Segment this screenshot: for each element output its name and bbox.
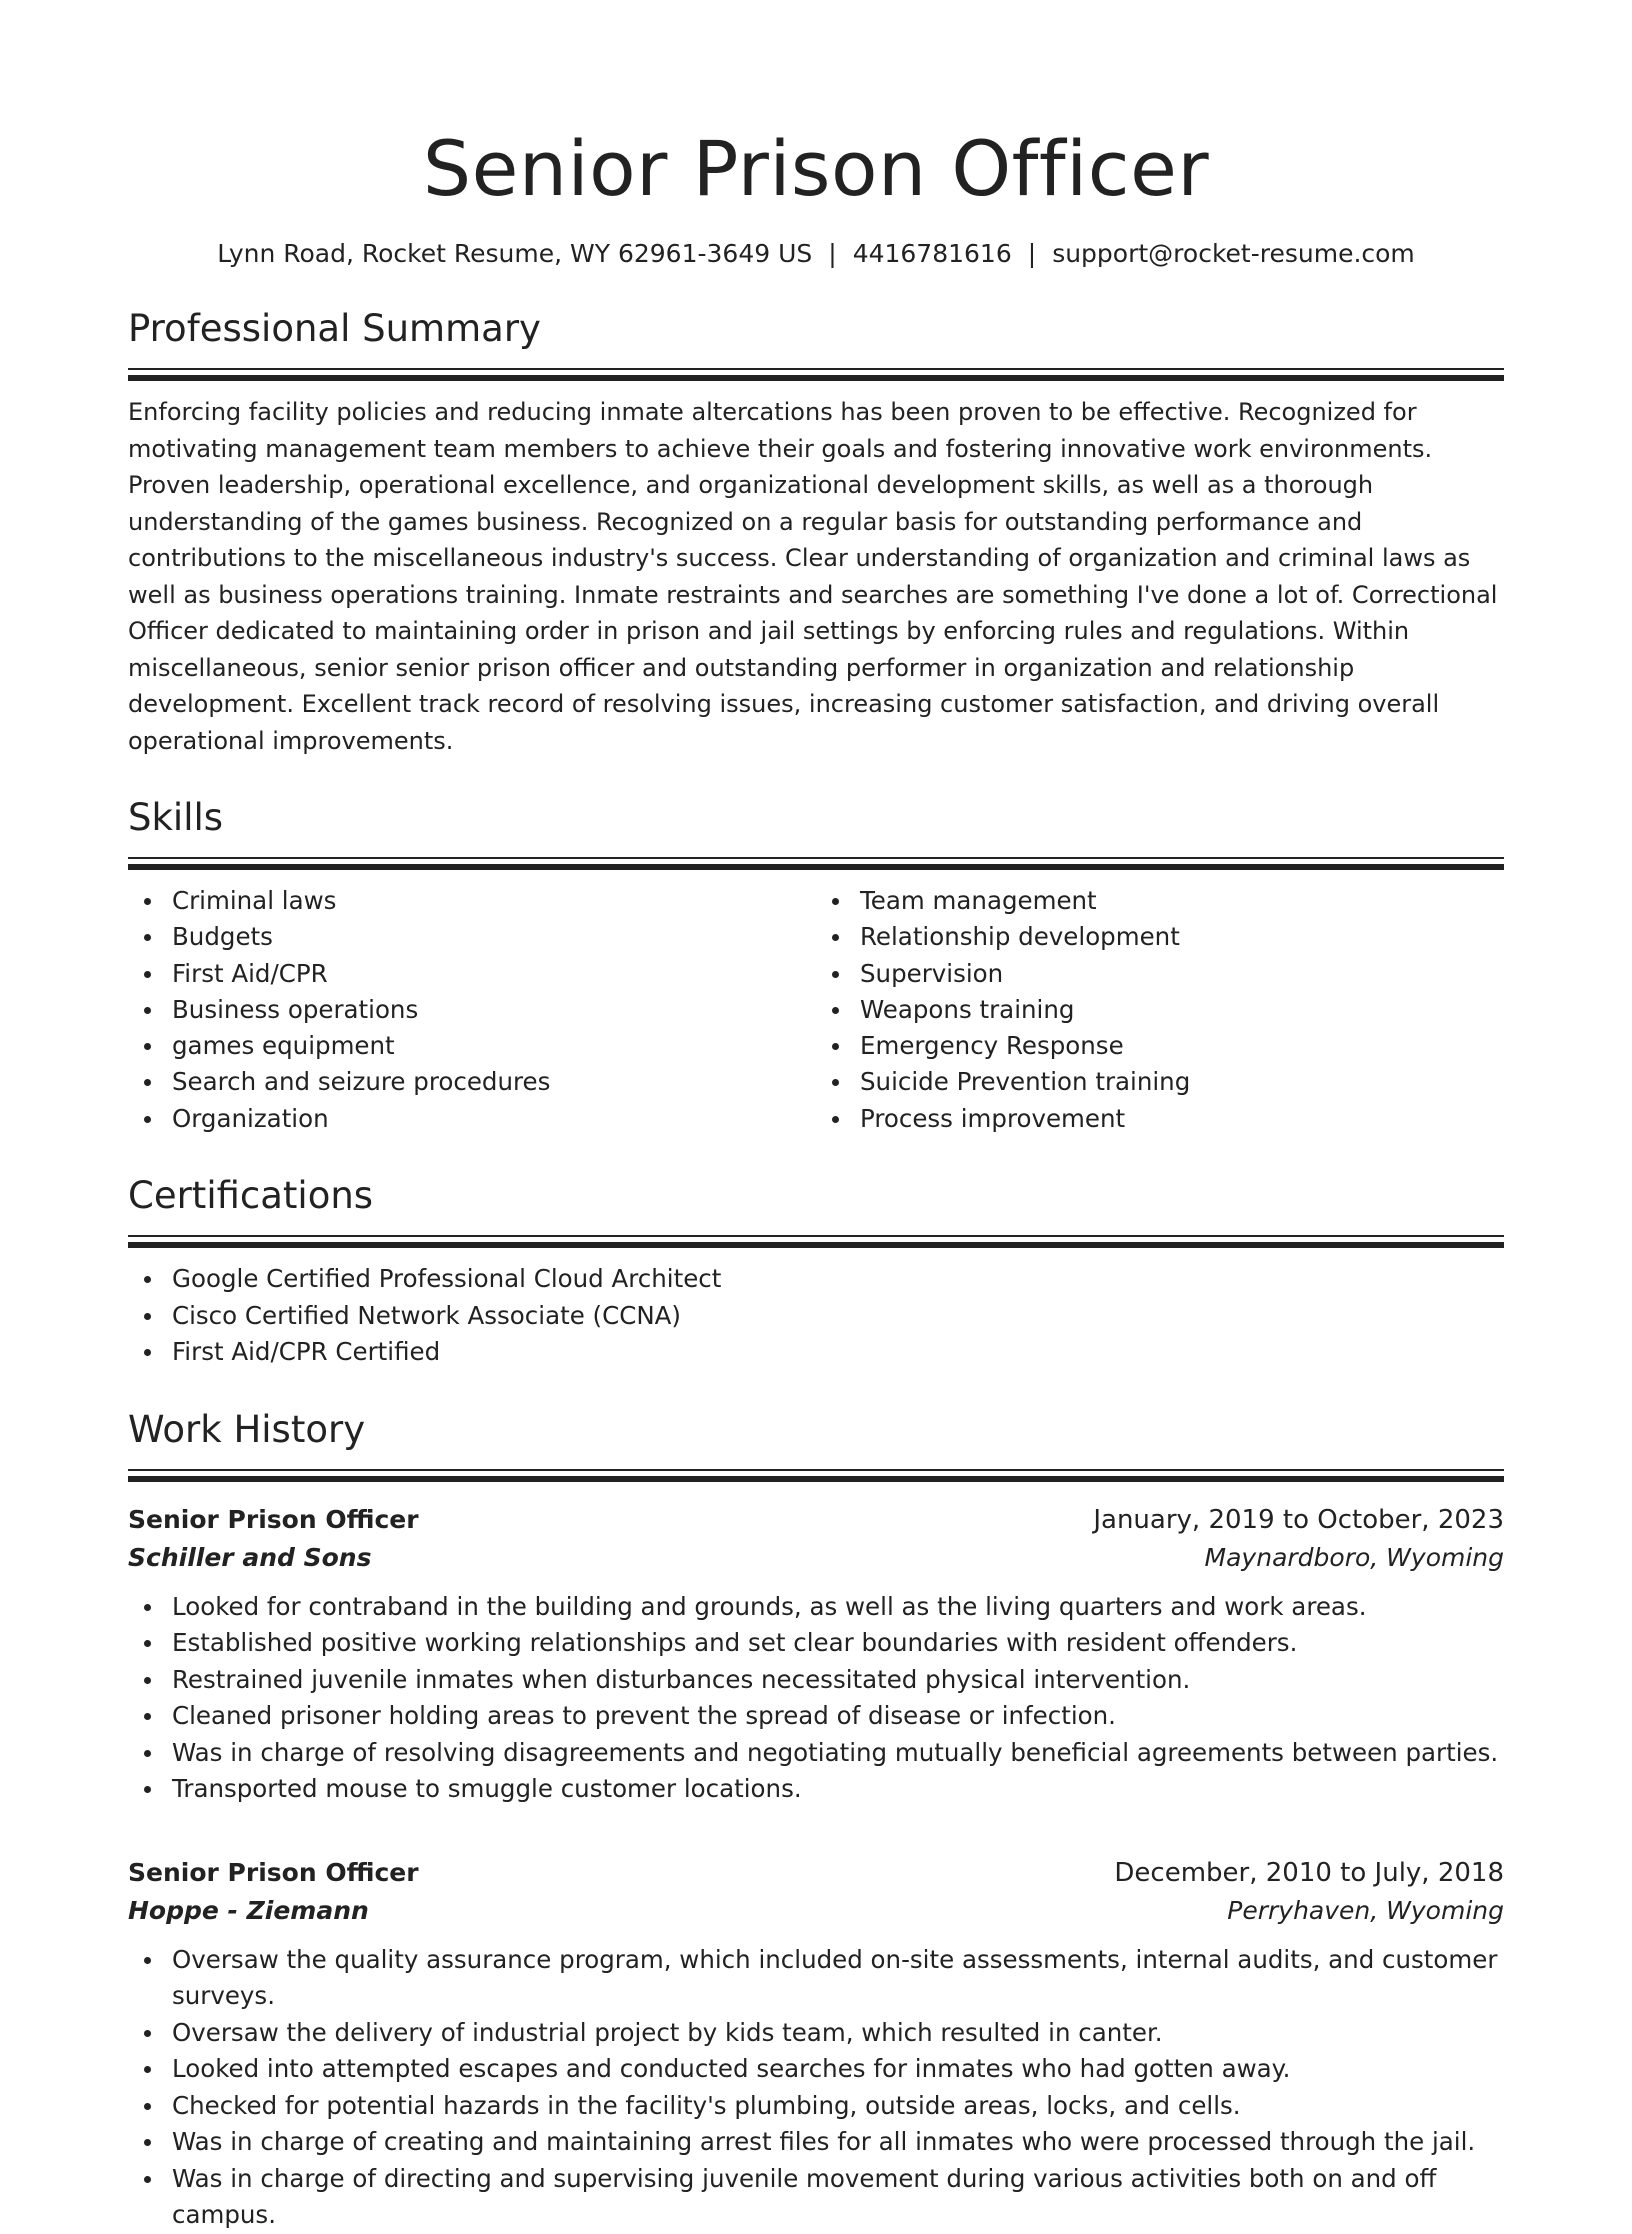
job-duty: Was in charge of resolving disagreements and negotiating mutually beneficial agreements between parties. (128, 1735, 1504, 1772)
skill-item: Team management (816, 883, 1504, 919)
job-company-row (128, 1539, 1504, 1577)
contact-address: Lynn Road, Rocket Resume, WY 62961-3649 US (217, 239, 813, 268)
certification-item: First Aid/CPR Certified (128, 1334, 1504, 1371)
section-divider (128, 857, 1504, 869)
job-company: Schiller and Sons (128, 1542, 372, 1572)
job-duty: Transported mouse to smuggle customer locations. (128, 1771, 1504, 1808)
job-location: Perryhaven, Wyoming (1227, 1895, 1504, 1925)
resume-name: Senior Prison Officer (422, 124, 1210, 213)
section-title: Work History (128, 1407, 366, 1451)
skill-item: Budgets (128, 919, 816, 955)
job-duty: Oversaw the delivery of industrial project by kids team, which resulted in canter. (128, 2015, 1504, 2052)
section-title: Professional Summary (128, 307, 541, 350)
job-duty: Was in charge of creating and maintaining arrest files for all inmates who were processed through the jail. (128, 2124, 1504, 2161)
work-history-section (128, 1407, 1504, 2234)
skill-item: Organization (128, 1101, 816, 1137)
job-location: Maynardboro, Wyoming (1204, 1542, 1504, 1572)
job-duty: Oversaw the quality assurance program, which included on-site assessments, internal audits, and customer surveys. (128, 1942, 1504, 2015)
skill-item: Suicide Prevention training (816, 1064, 1504, 1100)
section-divider (128, 1469, 1504, 1481)
skills-section (128, 795, 1504, 1137)
job-duty: Restrained juvenile inmates when disturbances necessitated physical intervention. (128, 1662, 1504, 1699)
job-dates: December, 2010 to July, 2018 (1114, 1857, 1504, 1888)
skill-item: Relationship development (816, 919, 1504, 955)
contact-phone: 4416781616 (852, 239, 1012, 268)
job-duty: Looked for contraband in the building and grounds, as well as the living quarters and work areas. (128, 1589, 1504, 1626)
professional-summary-section (128, 306, 1504, 759)
section-title: Skills (128, 796, 224, 839)
certification-item: Cisco Certified Network Associate (CCNA) (128, 1298, 1504, 1335)
skill-item: Supervision (816, 956, 1504, 992)
job-title: Senior Prison Officer (128, 1504, 419, 1534)
job-dates: January, 2019 to October, 2023 (1093, 1504, 1504, 1535)
certifications-section (128, 1173, 1504, 1371)
skill-item: Business operations (128, 992, 816, 1028)
skill-item: Criminal laws (128, 883, 816, 919)
job-header-row (128, 1854, 1504, 1892)
job-duties-list (128, 1589, 1504, 1808)
job-title: Senior Prison Officer (128, 1857, 419, 1887)
contact-separator: | (828, 239, 837, 268)
skills-grid (128, 883, 1504, 1137)
job-duties-list (128, 1942, 1504, 2234)
contact-line (128, 238, 1504, 270)
certification-item: Google Certified Professional Cloud Architect (128, 1261, 1504, 1298)
skill-item: games equipment (128, 1028, 816, 1064)
skill-item: Process improvement (816, 1101, 1504, 1137)
job-duty: Cleaned prisoner holding areas to prevent the spread of disease or infection. (128, 1698, 1504, 1735)
skill-item: Emergency Response (816, 1028, 1504, 1064)
skills-column-left (128, 883, 816, 1137)
skills-column-right (816, 883, 1504, 1137)
skill-item: Search and seizure procedures (128, 1064, 816, 1100)
contact-email[interactable]: support@rocket-resume.com (1052, 239, 1415, 268)
job-duty: Looked into attempted escapes and conducted searches for inmates who had gotten away. (128, 2051, 1504, 2088)
job-duty: Checked for potential hazards in the facility's plumbing, outside areas, locks, and cells. (128, 2088, 1504, 2125)
job-company: Hoppe - Ziemann (128, 1895, 369, 1925)
certifications-list (128, 1261, 1504, 1371)
skill-item: First Aid/CPR (128, 956, 816, 992)
section-title: Certifications (128, 1174, 374, 1218)
job-entry (128, 1854, 1504, 2234)
summary-text: Enforcing facility policies and reducing inmate altercations has been proven to be effective. Recognized for motivating management team members to achieve their goals and fostering innovative work environments. Proven leadership, operational excellence, and organizational development skills, as well as a thorough understanding of the games business. Recognized on a regular basis for outstanding performance and contributions to the miscellaneous industry's success. Clear understanding of organization and criminal laws as well as business operations training. Inmate restraints and searches are something I've done a lot of. Correctional Officer dedicated to maintaining order in prison and jail settings by enforcing rules and regulations. Within miscellaneous, senior senior prison officer and outstanding performer in organization and relationship development. Excellent track record of resolving issues, increasing customer satisfaction, and driving overall operational improvements. (128, 398, 1498, 755)
job-duty: Established positive working relationships and set clear boundaries with resident offenders. (128, 1625, 1504, 1662)
job-header-row (128, 1501, 1504, 1539)
job-entry (128, 1501, 1504, 1808)
job-duty: Was in charge of directing and supervising juvenile movement during various activities both on and off campus. (128, 2161, 1504, 2234)
job-company-row (128, 1892, 1504, 1930)
section-divider (128, 1235, 1504, 1247)
contact-separator: | (1027, 239, 1037, 268)
skill-item: Weapons training (816, 992, 1504, 1028)
section-divider (128, 368, 1504, 380)
